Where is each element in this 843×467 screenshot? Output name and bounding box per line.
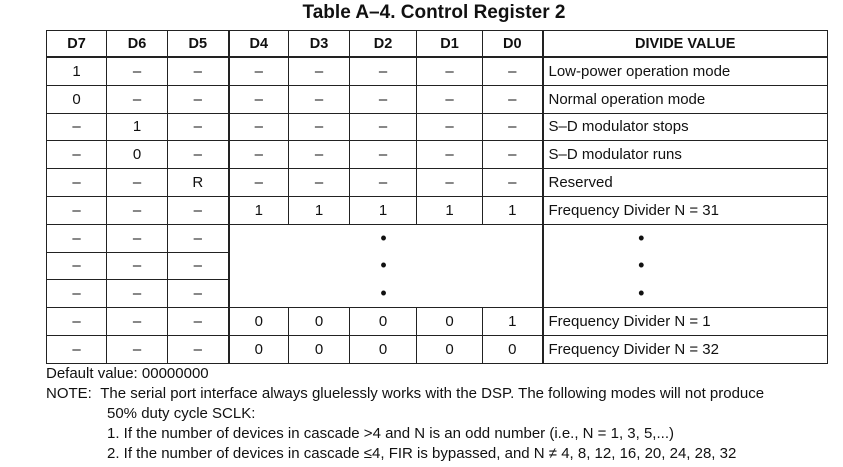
bit-cell-d4: 0 [229,335,289,363]
col-header: D7 [47,31,107,58]
col-header: D6 [107,31,168,58]
bit-cell-d5: – [168,57,229,85]
bit-cell-d1: 0 [417,308,483,336]
bit-cell-d1: – [417,169,483,197]
col-header: D2 [350,31,417,58]
bit-cell-d3: 0 [289,308,350,336]
ellipsis-dot: • [380,255,387,276]
divide-value-cell: S–D modulator runs [543,141,828,169]
table-row [47,85,828,113]
table-row [47,224,828,252]
bit-cell-d3: 1 [289,196,350,224]
bit-cell-d0: – [483,85,543,113]
bit-cell-d5: – [168,280,229,308]
bit-cell-d5: – [168,335,229,363]
table-row [47,169,828,197]
bit-cell-d6: – [107,308,168,336]
bit-cell-d7: – [47,280,107,308]
ellipsis-desc-cell [543,280,828,308]
ellipsis-dot: • [638,227,645,248]
bit-cell-d2: 1 [350,196,417,224]
col-header: D4 [229,31,289,58]
bit-cell-d4: – [229,169,289,197]
note-line: 50% duty cycle SCLK: [107,405,256,422]
col-header: D5 [168,31,229,58]
bit-cell-d2: – [350,141,417,169]
note-text: The serial port interface always gluelessly works with the DSP. The following modes will not produce [100,385,765,402]
bit-cell-d2: – [350,57,417,85]
bit-cell-d1: – [417,57,483,85]
col-header: D1 [417,31,483,58]
bit-cell-d6: – [107,57,168,85]
bit-cell-d0: – [483,113,543,141]
bit-cell-d2: 0 [350,308,417,336]
bit-cell-d3: – [289,85,350,113]
col-header: D0 [483,31,543,58]
bit-cell-d0: – [483,141,543,169]
bit-cell-d2: – [350,113,417,141]
ellipsis-desc-cell [543,224,828,252]
table-row [47,252,828,280]
bit-cell-d0: 1 [483,196,543,224]
table-row [47,308,828,336]
bit-cell-d4: – [229,57,289,85]
bit-cell-d5: – [168,141,229,169]
col-header: DIVIDE VALUE [543,31,828,58]
bit-cell-d7: – [47,113,107,141]
bit-cell-d6: – [107,252,168,280]
bit-cell-d5: – [168,196,229,224]
bit-cell-d3: – [289,169,350,197]
divide-value-cell: Frequency Divider N = 1 [543,308,828,336]
bit-cell-d7: 0 [47,85,107,113]
bit-cell-d7: – [47,224,107,252]
bit-cell-d4: 1 [229,196,289,224]
ellipsis-bits-cell [229,224,543,252]
note-item: 1. If the number of devices in cascade >4 and N is an odd number (i.e., N = 1, 3, 5,...) [107,425,674,442]
bit-cell-d2: – [350,85,417,113]
bit-cell-d1: – [417,141,483,169]
bit-cell-d3: – [289,141,350,169]
default-value: Default value: 00000000 [46,365,209,382]
divide-value-cell: Frequency Divider N = 32 [543,335,828,363]
table-row [47,141,828,169]
bit-cell-d6: – [107,224,168,252]
bit-cell-d5: – [168,252,229,280]
bit-cell-d0: – [483,57,543,85]
ellipsis-dot: • [380,283,387,304]
bit-cell-d5: – [168,224,229,252]
bit-cell-d7: – [47,252,107,280]
bit-cell-d4: 0 [229,308,289,336]
bit-cell-d6: 0 [107,141,168,169]
bit-cell-d4: – [229,113,289,141]
bit-cell-d4: – [229,85,289,113]
bit-cell-d2: – [350,169,417,197]
bit-cell-d7: – [47,335,107,363]
ellipsis-dot: • [638,255,645,276]
bit-cell-d2: 0 [350,335,417,363]
bit-cell-d0: 1 [483,308,543,336]
bit-cell-d1: – [417,113,483,141]
divide-value-cell: S–D modulator stops [543,113,828,141]
bit-cell-d3: – [289,113,350,141]
bit-cell-d5: R [168,169,229,197]
bit-cell-d6: – [107,335,168,363]
header-row [47,31,828,58]
bit-cell-d1: – [417,85,483,113]
divide-value-cell: Reserved [543,169,828,197]
bit-cell-d7: – [47,196,107,224]
bit-cell-d0: – [483,169,543,197]
col-header: D3 [289,31,350,58]
bit-cell-d0: 0 [483,335,543,363]
bit-cell-d6: – [107,169,168,197]
note-item: 2. If the number of devices in cascade ≤4, FIR is bypassed, and N ≠ 4, 8, 12, 16, 20, 24, 28, 32 [107,445,737,462]
bit-cell-d5: – [168,308,229,336]
note-line [46,384,764,404]
bit-cell-d3: 0 [289,335,350,363]
bit-cell-d6: 1 [107,113,168,141]
bit-cell-d1: 0 [417,335,483,363]
ellipsis-desc-cell [543,252,828,280]
ellipsis-bits-cell [229,252,543,280]
bit-cell-d7: – [47,308,107,336]
table-row [47,196,828,224]
table-row [47,280,828,308]
bit-cell-d6: – [107,85,168,113]
divide-value-cell: Frequency Divider N = 31 [543,196,828,224]
control-register-table [46,30,828,364]
table-row [47,335,828,363]
bit-cell-d5: – [168,85,229,113]
note-label: NOTE: [46,385,92,402]
bit-cell-d7: 1 [47,57,107,85]
bit-cell-d5: – [168,113,229,141]
ellipsis-dot: • [638,283,645,304]
divide-value-cell: Normal operation mode [543,85,828,113]
bit-cell-d7: – [47,141,107,169]
divide-value-cell: Low-power operation mode [543,57,828,85]
bit-cell-d6: – [107,280,168,308]
table-row [47,113,828,141]
bit-cell-d7: – [47,169,107,197]
bit-cell-d6: – [107,196,168,224]
table-row [47,57,828,85]
bit-cell-d1: 1 [417,196,483,224]
ellipsis-dot: • [380,227,387,248]
ellipsis-bits-cell [229,280,543,308]
notes-block [46,364,764,464]
bit-cell-d4: – [229,141,289,169]
bit-cell-d3: – [289,57,350,85]
table-title: Table A–4. Control Register 2 [302,2,566,23]
